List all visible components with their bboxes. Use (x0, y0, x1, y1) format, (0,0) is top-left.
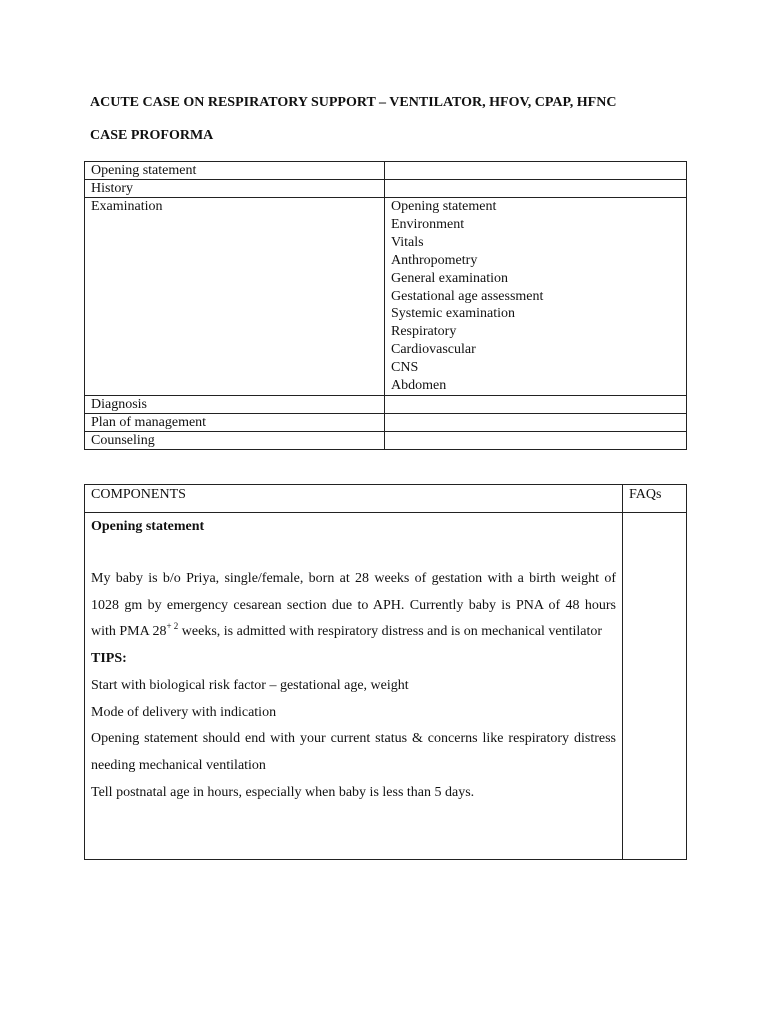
examination-item: Anthropometry (391, 252, 478, 268)
components-content (85, 513, 623, 860)
proforma-row-counseling (85, 431, 687, 449)
proforma-value (385, 180, 687, 198)
tips-title: TIPS: (91, 651, 127, 667)
case-proforma-table (84, 161, 687, 450)
examination-item: Respiratory (391, 324, 457, 340)
components-body-row (85, 513, 687, 860)
paragraph-text-continued: weeks, is admitted with respiratory distress and is on mechanical ventilator (178, 624, 603, 640)
proforma-row-diagnosis (85, 395, 687, 413)
proforma-row-history (85, 180, 687, 198)
tip-item: Opening statement should end with your current status & concerns like respiratory distress needing mechanical ventilation (91, 731, 616, 773)
tip-item: Mode of delivery with indication (91, 704, 277, 720)
tip-item: Tell postnatal age in hours, especially when baby is less than 5 days. (91, 784, 475, 800)
faqs-cell (623, 513, 687, 860)
examination-item: Cardiovascular (391, 342, 476, 358)
proforma-value (385, 395, 687, 413)
proforma-row-plan-of-management (85, 413, 687, 431)
proforma-row-opening-statement (85, 162, 687, 180)
examination-item: Gestational age assessment (391, 288, 544, 304)
proforma-row-examination (85, 198, 687, 396)
components-table (84, 484, 687, 860)
section-title: Opening statement (91, 519, 205, 534)
examination-item: Vitals (391, 234, 424, 250)
pma-superscript: + 2 (166, 621, 179, 632)
proforma-value (385, 431, 687, 449)
proforma-label: History (85, 180, 385, 198)
faqs-header: FAQs (623, 485, 687, 513)
paragraph-text: My baby is b/o Priya, single/female, born at 28 weeks of gestation with a birth weight of 1028 gm by emergency cesarean section due to APH. Currently baby is PNA of 48 hours with PMA 28 (91, 571, 616, 640)
examination-item: Environment (391, 216, 465, 232)
proforma-label: Counseling (85, 431, 385, 449)
components-header-row (85, 485, 687, 513)
examination-items (385, 198, 687, 396)
proforma-label: Examination (85, 198, 385, 396)
examination-item: Abdomen (391, 378, 447, 394)
proforma-label: Plan of management (85, 413, 385, 431)
examination-item: Opening statement (391, 199, 497, 214)
examination-item: General examination (391, 270, 509, 286)
document-title: ACUTE CASE ON RESPIRATORY SUPPORT – VENTILATOR, HFOV, CPAP, HFNC (90, 95, 617, 110)
tip-item: Start with biological risk factor – gestational age, weight (91, 677, 409, 693)
examination-item: Systemic examination (391, 306, 516, 322)
document-subtitle: CASE PROFORMA (90, 128, 214, 143)
proforma-label: Opening statement (85, 162, 385, 180)
examination-item: CNS (391, 360, 419, 376)
components-header: COMPONENTS (85, 485, 623, 513)
opening-statement-paragraph (91, 566, 616, 646)
proforma-value (385, 413, 687, 431)
proforma-label: Diagnosis (85, 395, 385, 413)
proforma-value (385, 162, 687, 180)
